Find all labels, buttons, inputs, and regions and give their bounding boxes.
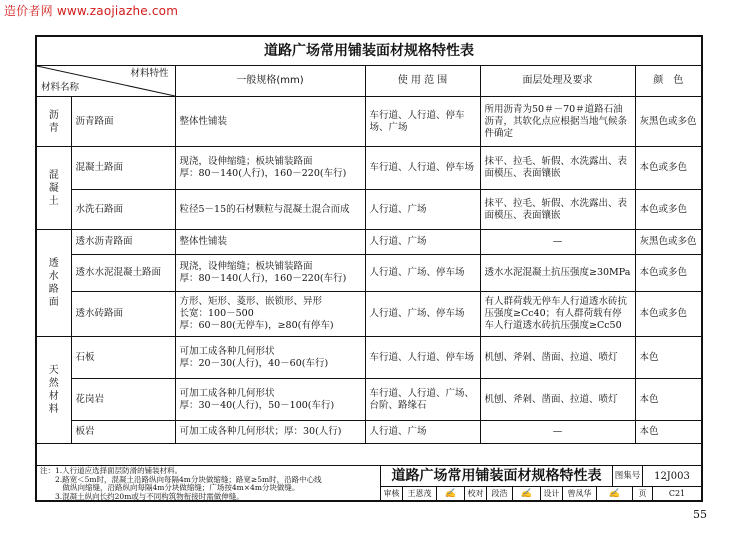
titleblock-signatures xyxy=(381,487,701,501)
group-label: 混 凝 土 xyxy=(48,169,59,207)
row-scope: 人行道、广场 xyxy=(365,421,480,444)
notes xyxy=(37,466,381,501)
row-color: 本色或多色 xyxy=(635,255,701,292)
group-permeable xyxy=(37,230,71,337)
row-treatment: — xyxy=(480,421,635,444)
row-treatment: 所用沥青为50＃－70＃道路石油沥青，其软化点应根据当地气候条件确定 xyxy=(480,97,635,147)
group-natural xyxy=(37,337,71,444)
row-spec: 可加工成各种几何形状 厚：20－30(人行)，40－60(车行) xyxy=(175,337,365,379)
note-1: 注：1.人行道应选择面层防滑的铺装材料。 xyxy=(40,466,183,475)
group-asphalt xyxy=(37,97,71,147)
page-number: 55 xyxy=(693,508,707,521)
row-color: 本色或多色 xyxy=(635,147,701,190)
footer xyxy=(37,465,701,501)
check-label: 校对 xyxy=(465,487,487,501)
table-row xyxy=(37,147,701,190)
row-scope: 人行道、广场 xyxy=(365,230,480,255)
row-spec: 现浇，设伸缩缝；板块铺装路面 厚：80－140(人行)，160－220(车行) xyxy=(175,255,365,292)
titleblock-title: 道路广场常用铺装面材规格特性表 xyxy=(381,466,613,487)
row-treatment: 抹平、拉毛、斩假、水洗露出、表面模压、表面镶嵌 xyxy=(480,147,635,190)
header-row xyxy=(37,66,701,97)
row-scope: 人行道、广场、停车场 xyxy=(365,292,480,337)
row-spec: 可加工成各种几何形状 厚：30－40(人行)，50－100(车行) xyxy=(175,379,365,421)
row-scope: 车行道、人行道、停车场、广场 xyxy=(365,97,480,147)
row-spec: 整体性铺装 xyxy=(175,230,365,255)
note-2: 2.路宽＜5m时，混凝土沿路纵向每隔4m分块做缩缝；路宽≥5m时，沿路中心线 xyxy=(40,474,322,484)
page-code: C21 xyxy=(668,489,686,498)
row-name: 混凝土路面 xyxy=(71,147,175,190)
atlas-number: 12J003 xyxy=(643,466,701,487)
row-color: 本色 xyxy=(635,379,701,421)
row-treatment: 抹平、拉毛、斩假、水洗露出、表面模压、表面镶嵌 xyxy=(480,190,635,230)
row-name: 花岗岩 xyxy=(71,379,175,421)
table-row xyxy=(37,337,701,379)
row-spec: 可加工成各种几何形状；厚：30(人行) xyxy=(175,421,365,444)
row-treatment: 机刨、斧剁、凿面、拉道、喷灯 xyxy=(480,337,635,379)
row-scope: 人行道、广场 xyxy=(365,190,480,230)
header-treatment: 面层处理及要求 xyxy=(480,66,635,97)
row-color: 本色或多色 xyxy=(635,190,701,230)
table-row xyxy=(37,292,701,337)
table-row xyxy=(37,421,701,444)
reviewer-name: 王恩茂 xyxy=(403,487,437,501)
table-row xyxy=(37,230,701,255)
page-label: 页 xyxy=(633,487,653,501)
sheet-frame xyxy=(35,35,703,502)
designer-signature: ✍ xyxy=(597,487,633,501)
table-row xyxy=(37,97,701,147)
page-title: 道路广场常用铺装面材规格特性表 xyxy=(37,37,701,66)
note-3: 3.混凝土纵向长约20m或与不同构筑物衔接时需做伸缝。 xyxy=(40,491,244,501)
review-label: 审核 xyxy=(381,487,403,501)
header-color: 颜 色 xyxy=(635,66,701,97)
row-name: 沥青路面 xyxy=(71,97,175,147)
header-diagonal-cell xyxy=(37,66,175,97)
table-row xyxy=(37,379,701,421)
row-spec: 方形、矩形、菱形、嵌锁形、异形 长宽：100－500 厚：60－80(无停车)，≥80(有停车) xyxy=(175,292,365,337)
watermark: 造价者网 www.zaojiazhe.com xyxy=(4,4,179,18)
spec-table xyxy=(37,65,701,444)
row-spec: 整体性铺装 xyxy=(175,97,365,147)
table-row xyxy=(37,255,701,292)
row-name: 板岩 xyxy=(71,421,175,444)
row-spec: 现浇，设伸缩缝；板块铺装路面 厚：80－140(人行)，160－220(车行) xyxy=(175,147,365,190)
row-name: 透水砖路面 xyxy=(71,292,175,337)
designer-name: 曾凤华 xyxy=(563,487,597,501)
row-treatment: 有人群荷载无停车人行道透水砖抗压强度≥Cc40；有人群荷载有停车人行道透水砖抗压强度≥Cc50 xyxy=(480,292,635,337)
row-spec: 粒径5－15的石材颗粒与混凝土混合而成 xyxy=(175,190,365,230)
atlas-label: 图集号 xyxy=(613,466,643,487)
design-label: 设计 xyxy=(541,487,563,501)
header-spec: 一般规格(mm) xyxy=(175,66,365,97)
row-name: 石板 xyxy=(71,337,175,379)
row-scope: 车行道、人行道、广场、台阶、路缘石 xyxy=(365,379,480,421)
header-material-name: 材料名称 xyxy=(41,82,80,93)
group-concrete xyxy=(37,147,71,230)
row-color: 灰黑色或多色 xyxy=(635,230,701,255)
group-label: 天 然 材 料 xyxy=(48,365,59,415)
header-scope: 使 用 范 围 xyxy=(365,66,480,97)
row-color: 本色 xyxy=(635,421,701,444)
row-name: 透水沥青路面 xyxy=(71,230,175,255)
row-scope: 车行道、人行道、停车场 xyxy=(365,337,480,379)
row-color: 灰黑色或多色 xyxy=(635,97,701,147)
row-name: 水洗石路面 xyxy=(71,190,175,230)
row-scope: 人行道、广场、停车场 xyxy=(365,255,480,292)
row-color: 本色或多色 xyxy=(635,292,701,337)
group-label: 沥 青 xyxy=(48,109,59,134)
checker-signature: ✍ xyxy=(513,487,541,501)
table-row xyxy=(37,190,701,230)
group-label: 透 水 路 面 xyxy=(48,258,59,308)
reviewer-signature: ✍ xyxy=(437,487,465,501)
row-treatment: — xyxy=(480,230,635,255)
row-name: 透水水泥混凝土路面 xyxy=(71,255,175,292)
row-scope: 车行道、人行道、停车场 xyxy=(365,147,480,190)
row-treatment: 机刨、斧剁、凿面、拉道、喷灯 xyxy=(480,379,635,421)
checker-name: 段浩 xyxy=(487,487,513,501)
row-treatment: 透水水泥混凝土抗压强度≥30MPa xyxy=(480,255,635,292)
note-2-cont: 做纵向缩缝，沿路纵向每隔4m分块做缩缝；广场按4m×4m分块做缝。 xyxy=(40,483,300,493)
header-material-property: 材料特性 xyxy=(130,68,169,79)
row-color: 本色 xyxy=(635,337,701,379)
